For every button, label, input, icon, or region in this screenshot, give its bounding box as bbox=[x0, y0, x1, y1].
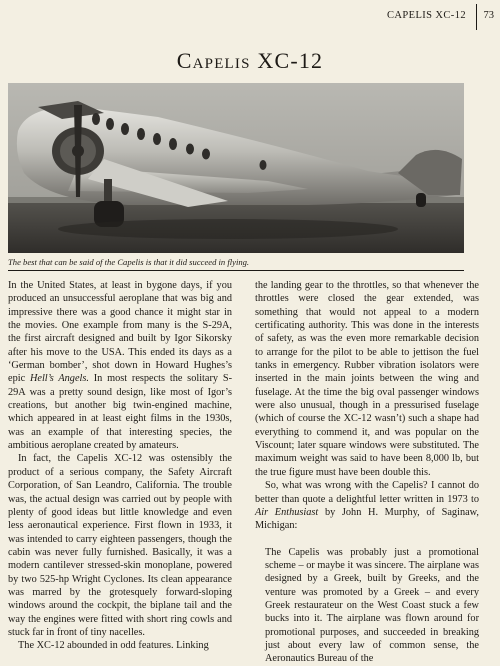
paragraph: the landing gear to the throttles, so that whenever the throttles were closed the gear extended, was something that would not appeal to a modern certificating authority. This was done in the interests of safety, as was the even more remarkable decision to arrange for the pilot to be able to jettison the fuel tanks in emergency. Rubber vibration isolators were inserted in the main joints between the wing and fuselage. At the time the big oval passenger windows were also unusual, though in a pressurised fuselage (which of course the XC-12 wasn’t) such a shape had everything to commend it, and was popular on the Viscount; later square windows were substituted. The maximum weight was said to have been 8,000 lb, but the true figure must have been double this. bbox=[255, 280, 479, 478]
block-quote: The Capelis was probably just a promotional scheme – or maybe it was sincere. The airplane was designed by a Greek, built by Greeks, and the venture was promoted by a Greek – and every Greek restaurateur on the West Coast stuck a few bucks into it. The airplane was flown around for promotional purposes, and succeeded in breaking just about every law of common sense, the Aeronautics Bureau of the bbox=[265, 546, 479, 665]
page-number: 73 bbox=[483, 10, 494, 21]
paragraph: The XC-12 abounded in odd features. Linking bbox=[18, 640, 209, 652]
text-column-right bbox=[255, 279, 479, 666]
paragraph-text: So, what was wrong with the Capelis? I cannot do better than quote a delightful letter written in 1973 to bbox=[255, 480, 479, 505]
text-column-left bbox=[8, 279, 232, 653]
article-title: Capelis XC-12 bbox=[176, 48, 324, 73]
paragraph-text: In the United States, at least in bygone days, if you produced an unsuccessful aeroplane that was big and impressive there was a good chance it might star in the movies. One example from many is the S-29A, the first aircraft designed and built by Igor Sikorsky after his move to the USA. This ended its days as a ‘German bomber’, shot down in Howard Hughes’s epic bbox=[8, 280, 232, 385]
paragraph-text: In most respects the solitary S-29A was a pretty sound design, like most of Igor’s creations, but another big twin-engined machine, which appeared in at least eight films in the 1930s, was an example of that interesting species, the ambitious aeroplane created by amateurs. bbox=[8, 373, 232, 452]
paragraph-text: by John H. Murphy, of Saginaw, Michigan: bbox=[255, 506, 479, 532]
aircraft-photo bbox=[8, 83, 464, 253]
figure-caption: The best that can be said of the Capelis is that it did succeed in flying. bbox=[8, 257, 250, 267]
paragraph bbox=[8, 279, 232, 452]
magazine-title: Air Enthusiast bbox=[255, 506, 319, 518]
caption-divider bbox=[8, 270, 464, 271]
aircraft-photo-graphic bbox=[8, 83, 464, 253]
running-head: CAPELIS XC-12 bbox=[387, 10, 466, 21]
paragraph bbox=[255, 479, 479, 532]
page-header bbox=[0, 10, 500, 24]
paragraph: In fact, the Capelis XC-12 was ostensibly the product of a serious company, the Safety Aircraft Corporation, of San Leandro, California. The trouble was, the actual design was carried out by people with plenty of good ideas but little knowledge and even less aeronautical experience. First flown in 1933, it was intended to carry eighteen passengers, though the cabin was never fully furnished. Basically, it was a modern cantilever stressed-skin monoplane, powered by two 525-hp Wright Cyclones. Its clean appearance was marred by the grotesquely forward-sloping windows around the cockpit, the biplane tail and the way the engines were fitted with short ring cowls and stuck far in front of tiny nacelles. bbox=[8, 453, 232, 638]
header-divider bbox=[476, 4, 477, 30]
film-title: Hell’s Angels. bbox=[29, 373, 89, 385]
